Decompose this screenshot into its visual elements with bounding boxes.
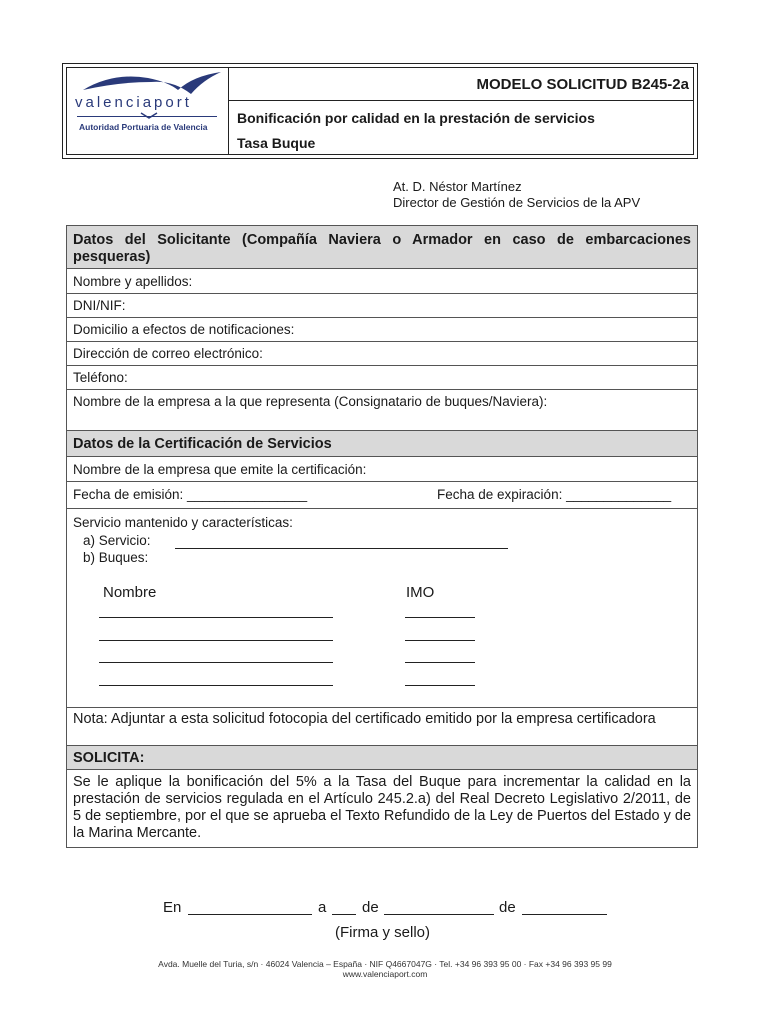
applicant-name-field[interactable]: Nombre y apellidos: [67,269,697,294]
applicant-dni-field[interactable]: DNI/NIF: [67,294,697,318]
applicant-domicile-field[interactable]: Domicilio a efectos de notificaciones: [67,318,697,342]
sign-en-label: En [163,899,182,916]
sign-day-line[interactable] [332,914,356,915]
issue-date-field[interactable]: Fecha de emisión: ________________ [73,487,308,502]
sign-month-line[interactable] [384,914,494,915]
service-a-label: a) Servicio: [83,533,151,548]
service-b-label: b) Buques: [83,550,149,565]
attention-line-2: Director de Gestión de Servicios de la APV [393,195,641,210]
certification-issuer-field[interactable]: Nombre de la empresa que emite la certificación: [67,457,697,482]
footer-website[interactable]: www.valenciaport.com [342,969,428,979]
service-section [67,509,697,708]
sign-de-label: de [362,899,379,916]
ship-imo-line[interactable] [405,640,475,641]
ships-name-column-header: Nombre [103,584,157,601]
logo-wordmark: valenciaport [75,94,192,111]
applicant-company-field[interactable]: Nombre de la empresa a la que representa (Consignatario de buques/Naviera): [67,390,697,431]
ship-name-line[interactable] [99,662,333,663]
ship-name-line[interactable] [99,685,333,686]
application-form [66,225,698,848]
header-subtitle-2: Tasa Buque [237,135,316,151]
certification-heading: Datos de la Certificación de Servicios [67,431,697,457]
applicant-email-field[interactable]: Dirección de correo electrónico: [67,342,697,366]
signature-label: (Firma y sello) [335,924,431,941]
certification-dates-row [67,482,697,509]
logo-cell [67,68,229,154]
model-title: MODELO SOLICITUD B245-2a [228,68,693,101]
expiry-date-field[interactable]: Fecha de expiración: ______________ [437,487,672,502]
header-inner [66,67,694,155]
footer-address: Avda. Muelle del Turia, s/n · 46024 Valencia – España · NIF Q4667047G · Tel. +34 96 393 95 00 · Fax +34 96 393 95 99 [158,959,612,969]
logo-chevron-icon [139,112,159,120]
ship-imo-line[interactable] [405,685,475,686]
attention-line-1: At. D. Néstor Martínez [393,179,522,194]
request-text: Se le aplique la bonificación del 5% a la Tasa del Buque para incrementar la calidad en la prestación de servicios regulada en el Artículo 245.2.a) del Real Decreto Legislativo 2/2011, de 5 de septiembre, por el que se aprueba el Texto Refundido de la Ley de Puertos del Estado y de la Marina Mercante. [73,774,692,841]
ship-imo-line[interactable] [405,662,475,663]
logo-subtitle: Autoridad Portuaria de Valencia [79,122,208,132]
sign-de-label-2: de [499,899,516,916]
ship-name-line[interactable] [99,617,333,618]
request-heading: SOLICITA: [67,746,697,770]
ships-imo-column-header: IMO [406,584,435,601]
note-text: Nota: Adjuntar a esta solicitud fotocopia del certificado emitido por la empresa certificadora [67,708,697,746]
header-box [62,63,698,159]
sign-a-label: a [318,899,327,916]
service-a-input-line[interactable] [175,548,508,549]
sign-year-line[interactable] [522,914,607,915]
ship-imo-line[interactable] [405,617,475,618]
ship-name-line[interactable] [99,640,333,641]
service-title: Servicio mantenido y características: [73,515,293,530]
applicant-heading: Datos del Solicitante (Compañía Naviera o Armador en caso de embarcaciones pesqueras) [67,226,697,269]
header-subtitle-1: Bonificación por calidad en la prestación de servicios [237,110,595,126]
applicant-phone-field[interactable]: Teléfono: [67,366,697,390]
sign-place-line[interactable] [188,914,312,915]
valenciaport-wave-icon [73,70,223,96]
